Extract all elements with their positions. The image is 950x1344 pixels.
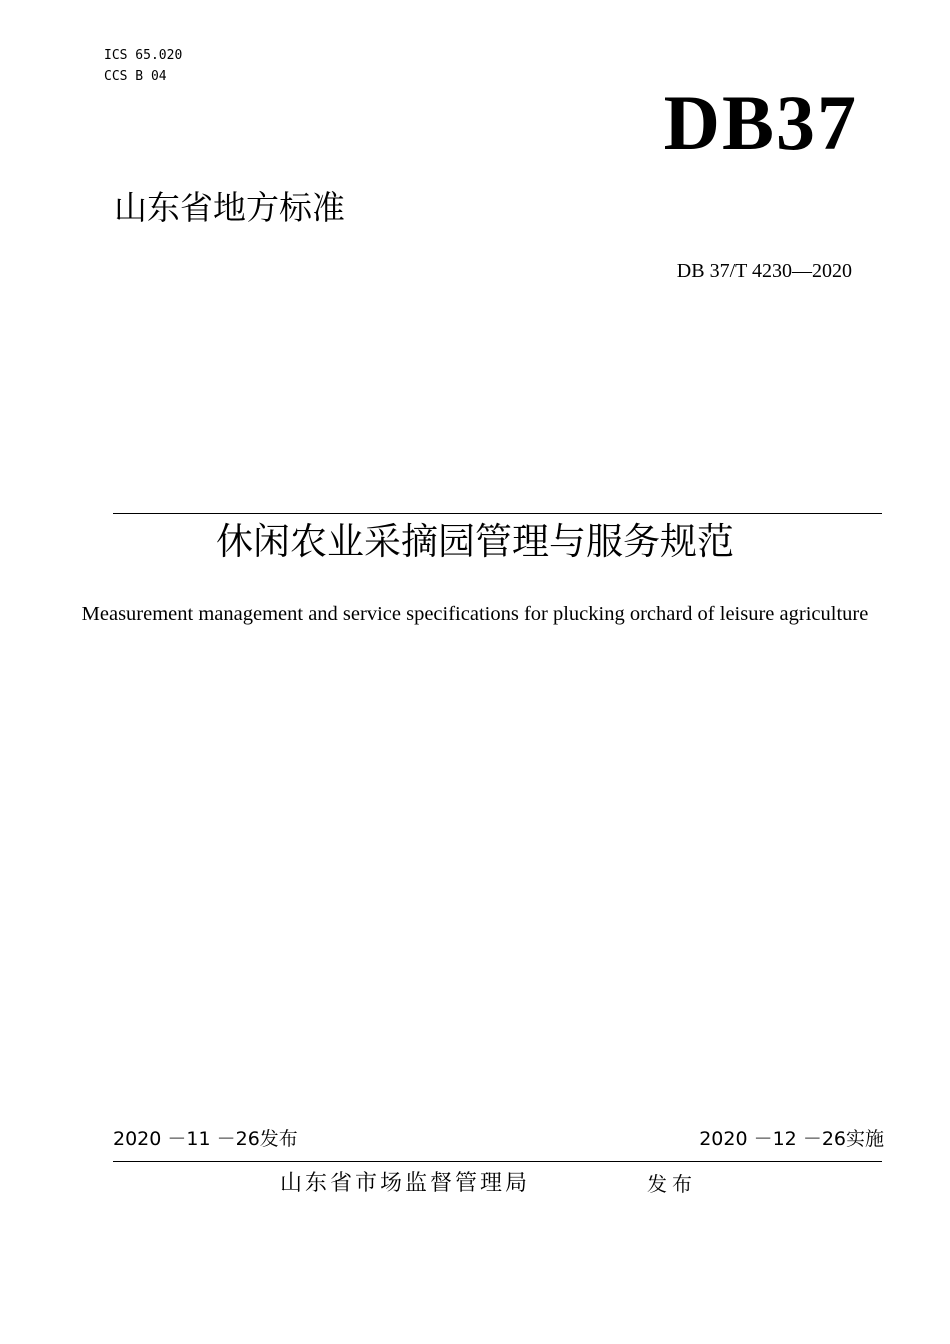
issuing-authority: 山东省市场监督管理局	[280, 1171, 531, 1196]
issuing-authority-suffix: 发布	[647, 1172, 697, 1196]
ccs-code: CCS B 04	[104, 69, 167, 84]
ics-code: ICS 65.020	[104, 48, 183, 63]
issue-date: 2020 －11 －26发布	[113, 1128, 298, 1150]
document-title-chinese: 休闲农业采摘园管理与服务规范	[216, 520, 734, 563]
document-title-english: Measurement management and service specifications for plucking orchard of leisure agriculture	[81, 603, 869, 625]
footer-divider	[113, 1161, 882, 1162]
title-divider	[113, 513, 882, 514]
standard-number: DB 37/T 4230—2020	[676, 260, 852, 282]
standard-type: 山东省地方标准	[114, 188, 345, 227]
standard-logo: DB37	[663, 79, 858, 166]
implementation-date: 2020 －12 －26实施	[699, 1128, 884, 1150]
